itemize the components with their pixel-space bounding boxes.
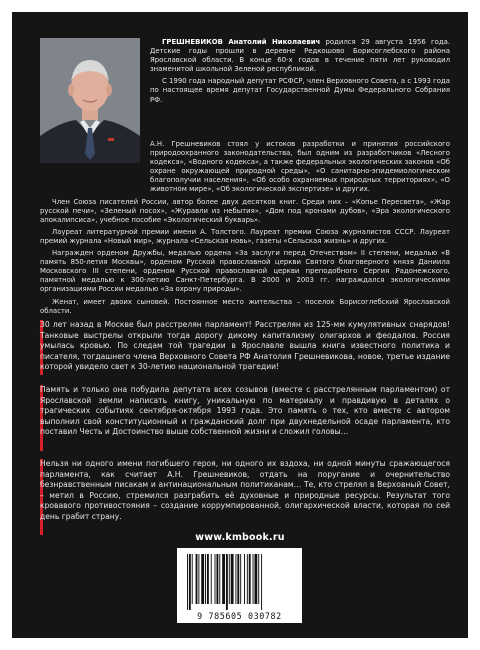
author-name: ГРЕШНЕВИКОВ Анатолий Николаевич: [162, 38, 321, 46]
isbn-digits: 9 785605 030782: [197, 611, 282, 621]
bio-intro-text: родился 29 августа 1956 года. Детские годы прошли в деревне Редкошово Борисоглебского района Ярославской области. В конце 60-х годов в течение пяти лет руководил знаменитой школьной Зеленой республикой.: [150, 38, 450, 74]
barcode-graphic: [177, 548, 302, 610]
isbn-barcode: [177, 548, 302, 623]
bio-paragraph-4: Член Союза писателей России, автор более двух десятков книг. Среди них – «Копье Пересвета», «Жар русской печи», «Зеленый посох», «Журавли из небытия», «Дом под кронами дубов», «Эра экологического апокалипсиса», учебное пособие «Экологический букварь».: [40, 197, 450, 224]
author-bio-intro: [150, 38, 450, 108]
blurb-paragraph-3: Нельзя ни одного имени погибшего героя, ни одного их вздоха, ни одной минуты сражающегося парламента, как считает А.Н. Грешневиков, отдать на поругание и очернительство безнравственным писакам и антинациональным политиканам… Те, кто стрелял в Верховный Совет, – метил в Россию, стремился разграбить её духовные и природные ресурсы. Результат того кровавого противостояния – создание коррумпированной, олигархической власти, которая по сей день грабит страну.: [40, 459, 450, 521]
publisher-website: www.kmbook.ru: [195, 532, 285, 543]
bio-paragraph-6: Награжден орденом Дружбы, медалью ордена «За заслуги перед Отечеством» II степени, медалью «В память 850-летия Москвы», орденом Русской православной церкви Святого благоверного князя Даниила Московского III степени, орденом Русской православной церкви преподобного Сергия Радонежского, памятной медалью к 300-летию Санкт-Петербурга. В 2000 и 2003 гг. награждался экологическими организациями России медалью «За охрану природы».: [40, 249, 450, 294]
bio-paragraph-7: Женат, имеет двоих сыновей. Постоянное место жительства – поселок Борисоглебский Ярославской области.: [40, 297, 450, 315]
bio-paragraph-3: А.Н. Грешневиков стоял у истоков разработки и принятия российского природоохранного законодательства, был одним из разработчиков «Лесного кодекса», «Водного кодекса», а также федеральных экологических законов «Об охране окружающей природной среды», «О санитарно-эпидемиологическом благополучии населения», «Об особо охраняемых природных территориях», «О животном мире», «Об экологической экспертизе» и других.: [150, 140, 450, 194]
bio-paragraph-2: С 1990 года народный депутат РСФСР, член Верховного Совета, а с 1993 года по настоящее время депутат Государственной Думы Федерального Собрания РФ.: [150, 77, 450, 104]
bio-paragraph-5: Лауреат литературной премии имени А. Толстого. Лауреат премии Союза журналистов СССР. Лауреат премий журнала «Новый мир», журнала «Сельская новь», газеты «Сельская жизнь» и других.: [40, 227, 450, 245]
book-back-cover: [12, 12, 468, 638]
author-bio: [40, 140, 450, 319]
blurb-paragraph-2: Память и только она побудила депутата всех созывов (вместе с расстрелянным парламентом) от Ярославской земли написать книгу, уникальную по материалу и правдивую в деталях о трагических событиях сентября-октября 1993 года. Это память о тех, кто вместе с автором выполнил свой конституционный и гражданский долг при двухнедельной осаде парламента, кто поставил Честь и Достоинство выше собственной жизни и сложил головы…: [40, 385, 450, 437]
blurb-paragraph-1: 30 лет назад в Москве был расстрелян парламент! Расстрелян из 125-мм кумулятивных снарядов! Танковые выстрелы открыли тогда дорогу дикому капитализму олигархов и феодалов. Россия умылась кровью. По следам той трагедии в Ярославле вышла книга известного политика и писателя, тогдашнего члена Верховного Совета РФ Анатолия Грешневикова, новое, третье издание которой увидело свет к 30-летию национальной трагедии!: [40, 320, 450, 372]
